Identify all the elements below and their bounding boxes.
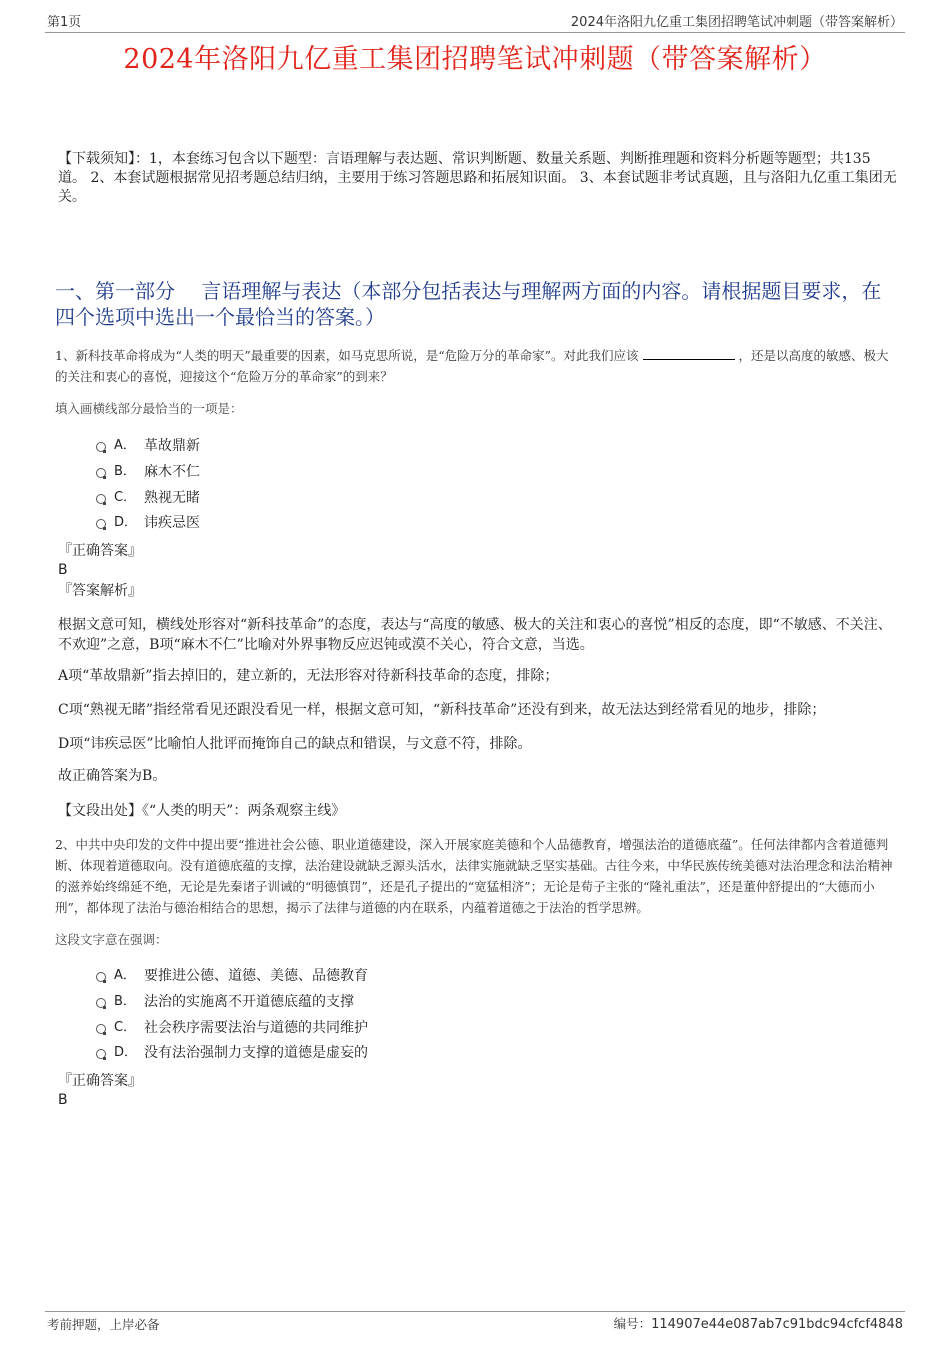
question-1-stem <box>55 345 897 387</box>
option-text: 要推进公德、道德、美德、品德教育 <box>144 968 368 984</box>
footer-slogan: 考前押题，上岸必备 <box>47 1317 160 1332</box>
radio-icon[interactable] <box>96 468 106 478</box>
option-key: C． <box>114 1020 137 1035</box>
option-key: A． <box>114 968 136 983</box>
correct-answer-label: 『正确答案』 <box>58 543 142 559</box>
analysis-paragraph: C项“熟视无睹”指经常看见还跟没看见一样，根据文意可知，“新科技革命”还没有到来，故无法达到经常看见的地步，排除； <box>58 702 826 718</box>
radio-icon[interactable] <box>96 1024 106 1034</box>
question-2-hint: 这段文字意在强调： <box>55 932 168 947</box>
question-1-stem-part-b: ，还是以高度的敏感、极大的关注和衷心的喜悦，迎接这个“危险万分的革命家”的到来？ <box>55 348 889 384</box>
option-text: 麻木不仁 <box>144 464 200 480</box>
document-code <box>614 1314 903 1332</box>
source-citation: 【文段出处】《“人类的明天”：两条观察主线》 <box>58 803 346 819</box>
header-doc-title: 2024年洛阳九亿重工集团招聘笔试冲刺题（带答案解析） <box>570 15 903 30</box>
section-title: 一、第一部分 言语理解与表达（本部分包括表达与理解两方面的内容。请根据题目要求，在四个选项中选出一个最恰当的答案。） <box>55 279 882 329</box>
option-key: D． <box>114 1045 138 1060</box>
document-title: 2024年洛阳九亿重工集团招聘笔试冲刺题（带答案解析） <box>123 44 827 75</box>
question-1-hint: 填入画横线部分最恰当的一项是： <box>55 401 243 416</box>
radio-icon[interactable] <box>96 519 106 529</box>
correct-answer-value: B <box>58 562 68 578</box>
download-notice: 【下载须知】：1，本套练习包含以下题型：言语理解与表达题、常识判断题、数量关系题、判断推理题和资料分析题等题型；共135道。 2、本套试题根据常见招考题总结归纳，主要用于练习答题思路和拓展知识面。 3、本套试题非考试真题，且与洛阳九亿重工集团无关。 <box>58 151 897 205</box>
radio-icon[interactable] <box>96 1049 106 1059</box>
analysis-paragraph: A项“革故鼎新”指去掉旧的，建立新的，无法形容对待新科技革命的态度，排除； <box>58 668 559 684</box>
page-footer <box>45 1311 905 1332</box>
analysis-paragraph: 根据文意可知，横线处形容对“新科技革命”的态度，表达与“高度的敏感、极大的关注和衷心的喜悦”相反的态度，即“不敏感、不关注、不欢迎”之意，B项“麻木不仁”比喻对外界事物反应迟钝或漠不关心，符合文意，当选。 <box>58 617 892 653</box>
document-code-label: 编号： <box>613 1316 652 1331</box>
analysis-label: 『答案解析』 <box>58 583 142 599</box>
option-key: C． <box>114 490 137 505</box>
question-2-stem: 2、中共中央印发的文件中提出要“推进社会公德、职业道德建设，深入开展家庭美德和个人品德教育，增强法治的道德底蕴”。任何法律都内含着道德判断、体现着道德取向。没有道德底蕴的支撑，法治建设就缺乏源头活水，法律实施就缺乏坚实基础。古往今来，中华民族传统美德对法治理念和法治精神的滋养始终绵延不绝，无论是先秦诸子训诫的“明德慎罚”，还是孔子提出的“宽猛相济”；无论是荀子主张的“隆礼重法”，还是董仲舒提出的“大德而小刑”，都体现了法治与德治相结合的思想，揭示了法律与道德的内在联系，内蕴着道德之于法治的哲学思辨。 <box>55 837 893 915</box>
radio-icon[interactable] <box>96 442 106 452</box>
option-key: A． <box>114 438 136 453</box>
page-header <box>45 14 905 33</box>
option-text: 讳疾忌医 <box>144 515 200 531</box>
option-key: B． <box>114 464 136 479</box>
page-number: 第1页 <box>47 15 82 30</box>
question-1-stem-part-a: 1、新科技革命将成为“人类的明天”最重要的因素，如马克思所说，是“危险万分的革命家”。对此我们应该 <box>55 348 639 363</box>
radio-icon[interactable] <box>96 998 106 1008</box>
radio-icon[interactable] <box>96 494 106 504</box>
option-text: 法治的实施离不开道德底蕴的支撑 <box>144 994 354 1010</box>
analysis-conclusion: 故正确答案为B。 <box>58 768 167 784</box>
document-code-value: 114907e44e087ab7c91bdc94cfcf4848 <box>651 1317 903 1332</box>
analysis-paragraph: D项“讳疾忌医”比喻怕人批评而掩饰自己的缺点和错误，与文意不符，排除。 <box>58 736 532 752</box>
fill-blank <box>643 347 735 360</box>
option-text: 社会秩序需要法治与道德的共同维护 <box>144 1020 368 1036</box>
option-key: B． <box>114 994 136 1009</box>
option-text: 革故鼎新 <box>144 438 200 454</box>
option-text: 熟视无睹 <box>144 490 200 506</box>
correct-answer-label: 『正确答案』 <box>58 1073 142 1089</box>
option-text: 没有法治强制力支撑的道德是虚妄的 <box>144 1045 368 1061</box>
option-key: D． <box>114 515 138 530</box>
radio-icon[interactable] <box>96 972 106 982</box>
correct-answer-value: B <box>58 1092 68 1108</box>
